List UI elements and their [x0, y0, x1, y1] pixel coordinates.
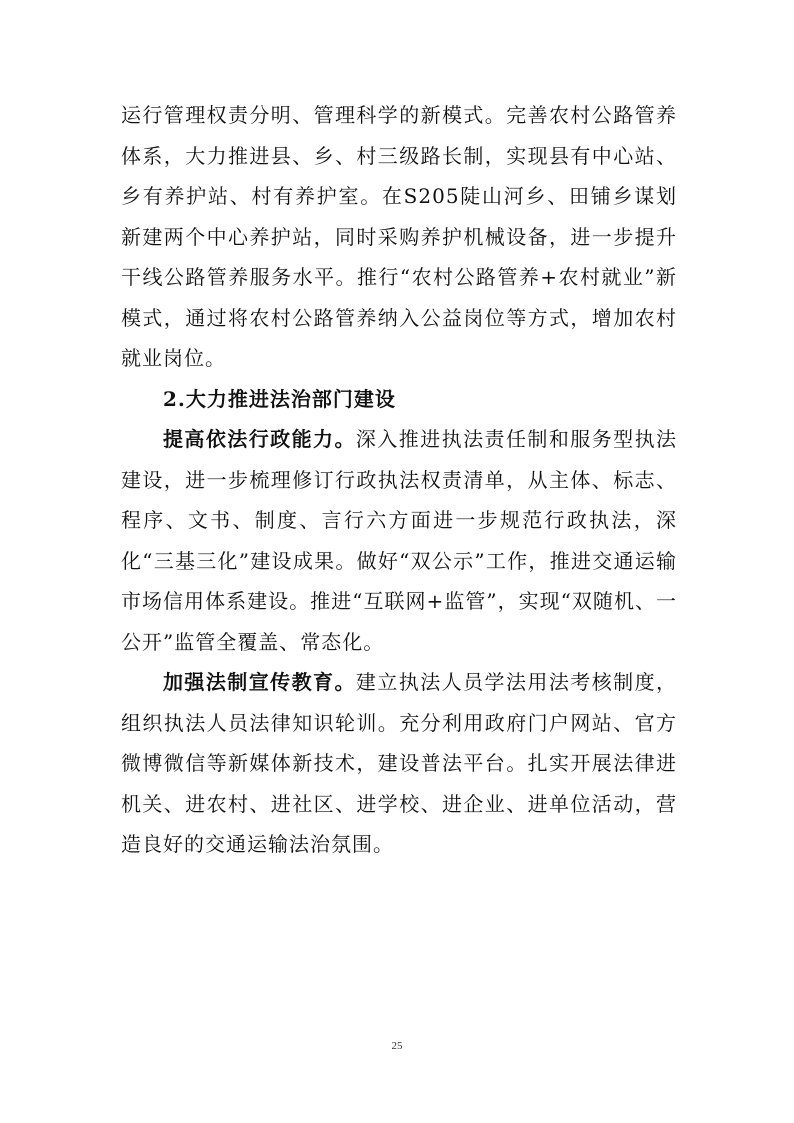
section-paragraph-law-enforcement — [121, 419, 677, 662]
paragraph-lead: 提高依法行政能力。 — [163, 427, 356, 451]
section-heading: 2.大力推进法治部门建设 — [163, 386, 396, 411]
paragraph-body: 深入推进执法责任制和服务型执法建设，进一步梳理修订行政执法权责清单，从主体、标志、程序、文书、制度、言行六方面进一步规范行政执法，深化“三基三化”建设成果。做好“双公示”工作，推进交通运输市场信用体系建设。推进“互联网+监管”，实现“双随机、一公开”监管全覆盖、常态化。 — [121, 427, 678, 654]
paragraph-body: 建立执法人员学法用法考核制度，组织执法人员法律知识轮训。充分利用政府门户网站、官方微博微信等新媒体新技术，建设普法平台。扎实开展法律进机关、进农村、进社区、进学校、进企业、进单位活动，营造良好的交通运输法治氛围。 — [121, 670, 678, 856]
document-body — [121, 95, 677, 865]
section-paragraph-legal-education — [121, 662, 677, 865]
continuation-paragraph: 运行管理权责分明、管理科学的新模式。完善农村公路管养体系，大力推进县、乡、村三级路长制，实现县有中心站、乡有养护站、村有养护室。在S205陡山河乡、田铺乡谋划新建两个中心养护站，同时采购养护机械设备，进一步提升干线公路管养服务水平。推行“农村公路管养+农村就业”新模式，通过将农村公路管养纳入公益岗位等方式，增加农村就业岗位。 — [121, 103, 677, 370]
page-number: 25 — [391, 1040, 403, 1052]
paragraph-lead: 加强法制宣传教育。 — [163, 670, 356, 694]
